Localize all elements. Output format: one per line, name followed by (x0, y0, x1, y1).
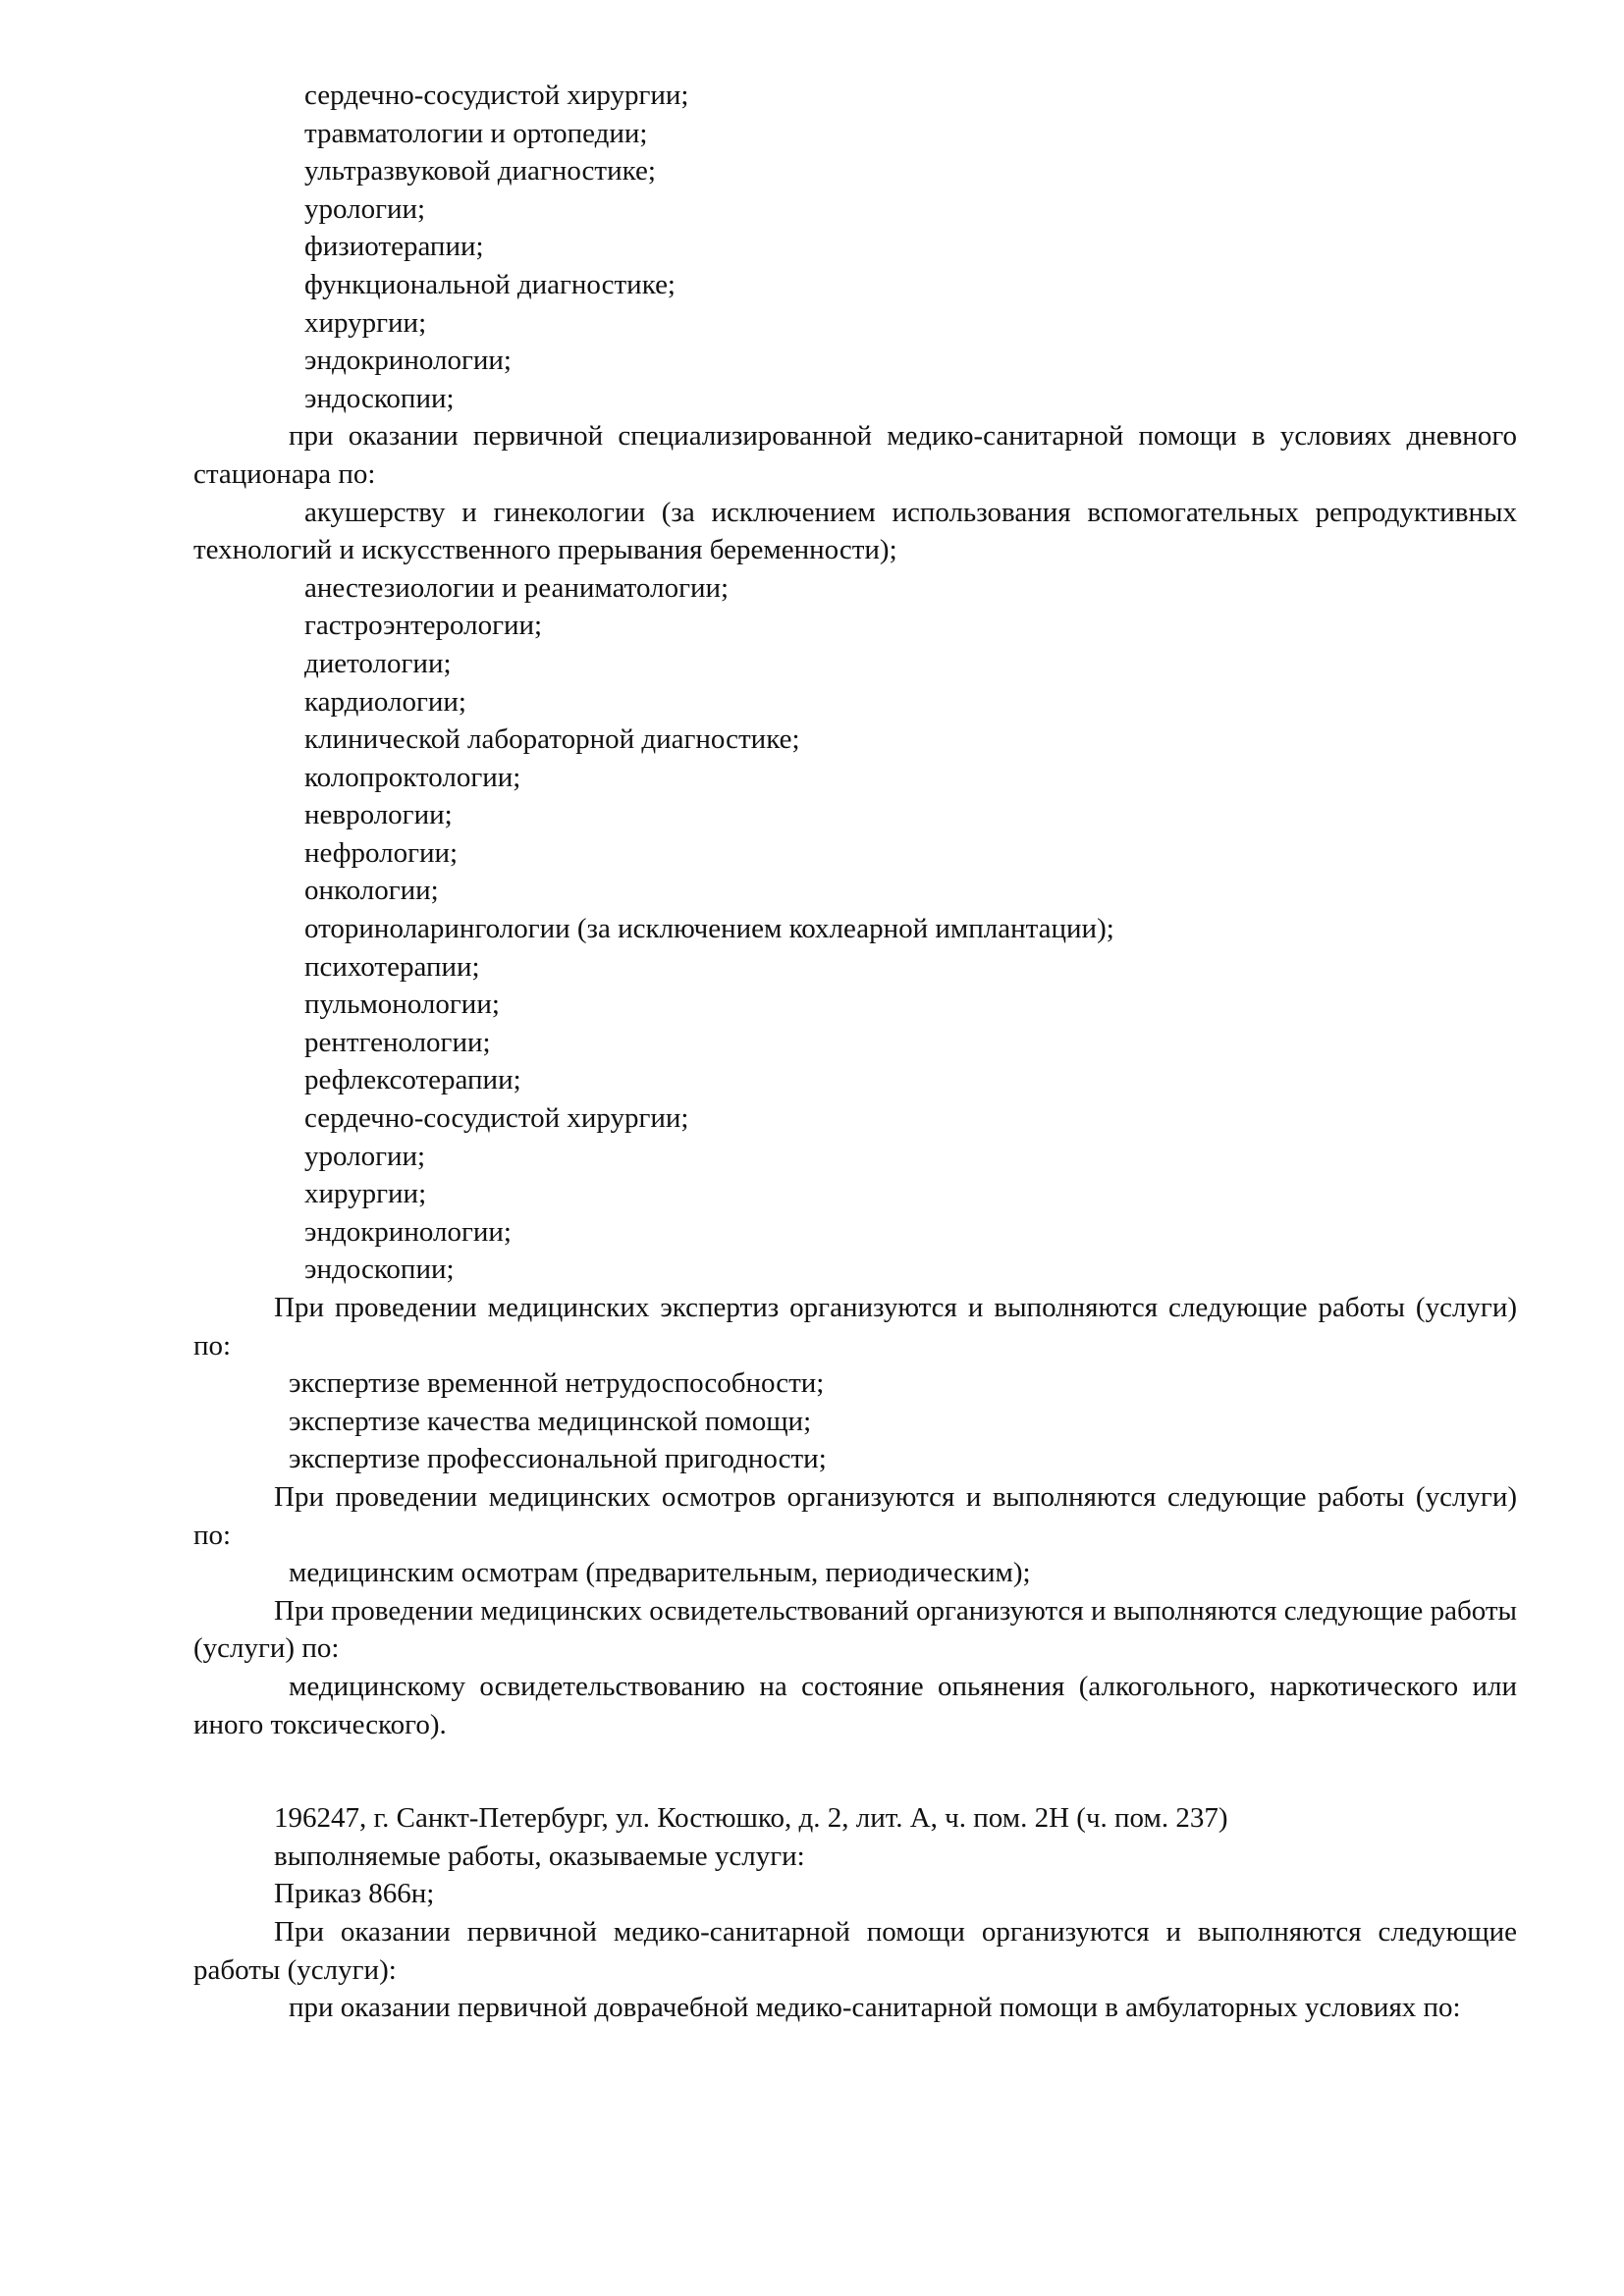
list-item: эндокринологии; (304, 1215, 512, 1248)
address-line: 196247, г. Санкт-Петербург, ул. Костюшко, д. 2, лит. А, ч. пом. 2Н (ч. пом. 237) (274, 1802, 1228, 1835)
list-item: хирургии; (304, 1178, 427, 1210)
works-label: выполняемые работы, оказываемые услуги: (274, 1840, 805, 1872)
list-item: эндоскопии; (304, 382, 455, 414)
list-item: эндокринологии; (304, 345, 512, 377)
list-item: сердечно-сосудистой хирургии; (304, 80, 689, 111)
list-item: экспертизе качества медицинской помощи; (289, 1405, 812, 1437)
list-item: рентгенологии; (304, 1026, 491, 1058)
list-item: неврологии; (304, 799, 453, 831)
section-intro: при оказании первичной специализированной медико-санитарной помощи в условиях дневного стационара по: (193, 420, 1517, 490)
list-item: медицинскому освидетельствованию на состояние опьянения (алкогольного, наркотического или иного токсического). (193, 1670, 1517, 1740)
list-item: урологии; (304, 192, 426, 225)
list-block-4 (193, 1478, 1517, 1592)
list-item: травматологии и ортопедии; (304, 117, 648, 149)
list-item: функциональной диагностике; (304, 268, 676, 300)
list-item: психотерапии; (304, 950, 480, 983)
list-item: рефлексотерапии; (304, 1064, 521, 1096)
list-item: оториноларингологии (за исключением кохлеарной имплантации); (304, 913, 1114, 945)
section-intro: При проведении медицинских экспертиз организуются и выполняются следующие работы (услуги) по: (193, 1292, 1517, 1362)
address-block (193, 1799, 1517, 2027)
document-body (193, 77, 1517, 2027)
list-item: хирургии; (304, 306, 427, 339)
list-block-3 (193, 1289, 1517, 1478)
list-item: кардиологии; (304, 685, 466, 718)
order-reference: Приказ 866н; (274, 1878, 435, 1910)
list-item: физиотерапии; (304, 231, 484, 263)
list-item: анестезиологии и реаниматологии; (304, 571, 730, 604)
spacer (193, 1743, 1517, 1799)
list-item: колопроктологии; (304, 761, 521, 793)
list-item: урологии; (304, 1140, 426, 1172)
list-item: медицинским осмотрам (предварительным, периодическим); (289, 1557, 1031, 1589)
list-block-2 (193, 417, 1517, 1289)
list-item: пульмонологии; (304, 988, 500, 1021)
list-item: клинической лабораторной диагностике; (304, 723, 800, 756)
list-item: экспертизе профессиональной пригодности; (289, 1443, 827, 1475)
list-item: эндоскопии; (304, 1254, 455, 1286)
section-intro: При проведении медицинских осмотров организуются и выполняются следующие работы (услуги) по: (193, 1480, 1517, 1551)
list-item: сердечно-сосудистой хирургии; (304, 1102, 689, 1135)
list-item: диетологии; (304, 647, 452, 679)
list-item: онкологии; (304, 875, 439, 907)
section-intro: При оказании первичной медико-санитарной помощи организуются и выполняются следующие работы (услуги): (193, 1915, 1517, 1986)
list-item: нефрологии; (304, 836, 459, 869)
list-block-5 (193, 1592, 1517, 1743)
list-item: ультразвуковой диагностике; (304, 155, 656, 187)
list-item: гастроэнтерологии; (304, 610, 543, 642)
section-sub-intro: при оказании первичной доврачебной медико-санитарной помощи в амбулаторных условиях по: (289, 1992, 1461, 2024)
list-item: акушерству и гинекологии (за исключением использования вспомогательных репродуктивных технологий и искусственного прерывания беременности); (193, 496, 1517, 566)
section-intro: При проведении медицинских освидетельствований организуются и выполняются следующие работы (услуги) по: (193, 1594, 1517, 1665)
list-item: экспертизе временной нетрудоспособности; (289, 1367, 825, 1400)
list-block-1 (193, 77, 1517, 417)
